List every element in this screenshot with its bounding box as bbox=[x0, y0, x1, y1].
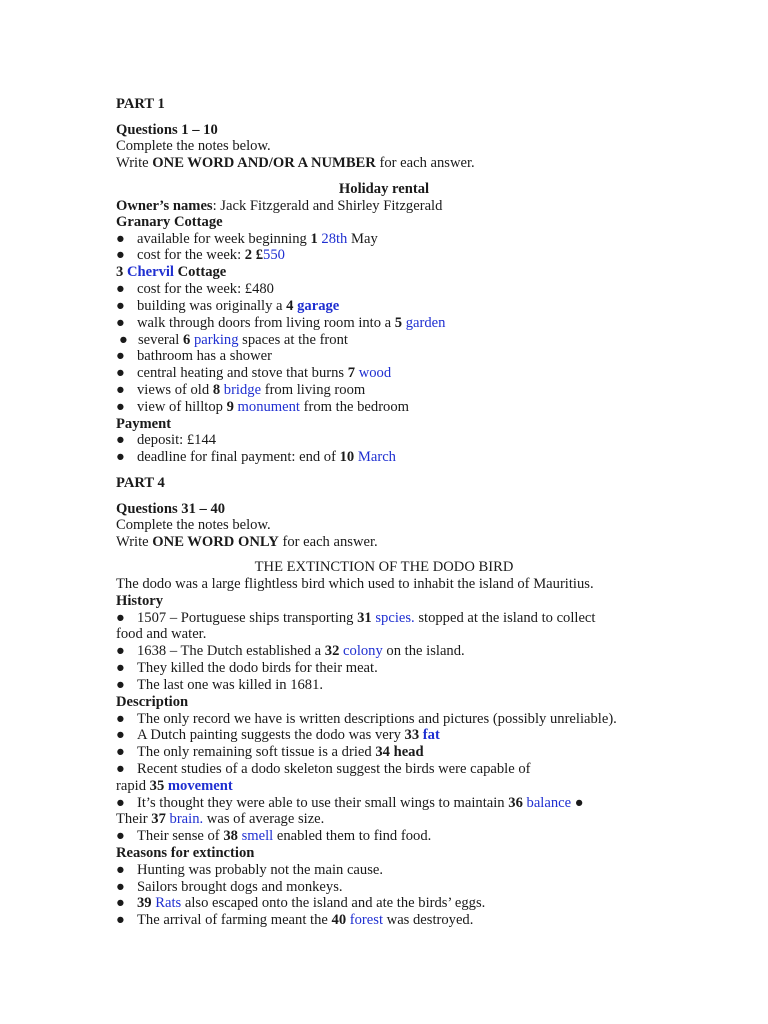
answer-10: March bbox=[357, 449, 396, 465]
list-item-continuation: Their 37 brain. was of average size. bbox=[116, 811, 325, 827]
answer-35: movement bbox=[167, 778, 233, 794]
list-item: ● The arrival of farming meant the 40 forest was destroyed. bbox=[116, 912, 474, 928]
history-heading: History bbox=[116, 593, 164, 609]
answer-33: fat bbox=[422, 727, 440, 743]
list-item: ● It’s thought they were able to use their small wings to maintain 36 balance ● bbox=[116, 795, 584, 811]
list-item: ● They killed the dodo birds for their meat. bbox=[116, 660, 378, 676]
answer-1: 28th bbox=[321, 231, 348, 247]
list-item: ● view of hilltop 9 monument from the bedroom bbox=[116, 399, 410, 415]
answer-38: smell bbox=[241, 828, 274, 844]
answer-39: Rats bbox=[155, 895, 182, 911]
part1-questions: Questions 1 – 10 bbox=[116, 122, 218, 138]
list-item: ● 39 Rats also escaped onto the island and ate the birds’ eggs. bbox=[116, 895, 486, 911]
part4-instruction-words: Write ONE WORD ONLY for each answer. bbox=[116, 534, 378, 550]
part4-heading: PART 4 bbox=[116, 475, 165, 491]
list-item: ● central heating and stove that burns 7 wood bbox=[116, 365, 392, 381]
list-item: ● deposit: £144 bbox=[116, 432, 217, 448]
part4-questions: Questions 31 – 40 bbox=[116, 501, 226, 517]
list-item: ● cost for the week: £480 bbox=[116, 281, 274, 297]
answer-9: monument bbox=[237, 399, 300, 415]
description-heading: Description bbox=[116, 694, 189, 710]
list-item: ● Sailors brought dogs and monkeys. bbox=[116, 879, 343, 895]
answer-37: brain. bbox=[169, 811, 204, 827]
reasons-heading: Reasons for extinction bbox=[116, 845, 255, 861]
answer-5: garden bbox=[405, 315, 446, 331]
list-item: ● Hunting was probably not the main cause. bbox=[116, 862, 384, 878]
answer-8: bridge bbox=[223, 382, 262, 398]
list-item: ● walk through doors from living room into a 5 garden bbox=[116, 315, 446, 331]
answer-32: colony bbox=[343, 643, 383, 659]
answer-3: Chervil bbox=[126, 264, 174, 280]
list-item: ● cost for the week: 2 £550 bbox=[116, 247, 285, 263]
list-item-continuation: rapid 35 movement bbox=[116, 778, 233, 794]
list-item: ● The last one was killed in 1681. bbox=[116, 677, 324, 693]
list-item: ● Their sense of 38 smell enabled them to find food. bbox=[116, 828, 432, 844]
list-item: ● A Dutch painting suggests the dodo was very 33 fat bbox=[116, 727, 440, 743]
dodo-title: THE EXTINCTION OF THE DODO BIRD bbox=[254, 559, 514, 575]
answer-6: parking bbox=[193, 332, 239, 348]
list-item: ● available for week beginning 1 28th May bbox=[116, 231, 378, 247]
owner-names: Owner’s names: Jack Fitzgerald and Shirley Fitzgerald bbox=[116, 198, 443, 214]
part1-heading: PART 1 bbox=[116, 96, 165, 112]
answer-34: head bbox=[393, 744, 424, 760]
answer-7: wood bbox=[358, 365, 392, 381]
list-item: ● views of old 8 bridge from living room bbox=[116, 382, 366, 398]
list-item: ● The only record we have is written descriptions and pictures (possibly unreliable). bbox=[116, 711, 617, 727]
answer-40: forest bbox=[349, 912, 383, 928]
payment-heading: Payment bbox=[116, 416, 172, 432]
part1-instruction: Complete the notes below. bbox=[116, 138, 271, 154]
dodo-intro: The dodo was a large flightless bird which used to inhabit the island of Mauritius. bbox=[116, 576, 594, 592]
answer-31: spcies. bbox=[375, 610, 415, 626]
list-item: ● 1507 – Portuguese ships transporting 31 spcies. stopped at the island to collect bbox=[116, 610, 596, 626]
list-item: ● 1638 – The Dutch established a 32 colony on the island. bbox=[116, 643, 465, 659]
answer-36: balance bbox=[526, 795, 572, 811]
answer-2: 550 bbox=[263, 247, 285, 263]
list-item: ● deadline for final payment: end of 10 March bbox=[116, 449, 396, 465]
list-item: ● The only remaining soft tissue is a dried 34 head bbox=[116, 744, 424, 760]
list-item: ● building was originally a 4 garage bbox=[116, 298, 340, 314]
granary-cottage-heading: Granary Cottage bbox=[116, 214, 223, 230]
answer-4: garage bbox=[297, 298, 340, 314]
chervil-cottage-heading: 3 Chervil Cottage bbox=[116, 264, 227, 280]
part4-instruction: Complete the notes below. bbox=[116, 517, 271, 533]
list-item: ● bathroom has a shower bbox=[116, 348, 272, 364]
list-item: ● several 6 parking spaces at the front bbox=[119, 332, 348, 348]
part1-instruction-words: Write ONE WORD AND/OR A NUMBER for each answer. bbox=[116, 155, 475, 171]
list-item-continuation: food and water. bbox=[116, 626, 207, 642]
list-item: ● Recent studies of a dodo skeleton suggest the birds were capable of bbox=[116, 761, 531, 777]
holiday-rental-title: Holiday rental bbox=[338, 181, 430, 197]
